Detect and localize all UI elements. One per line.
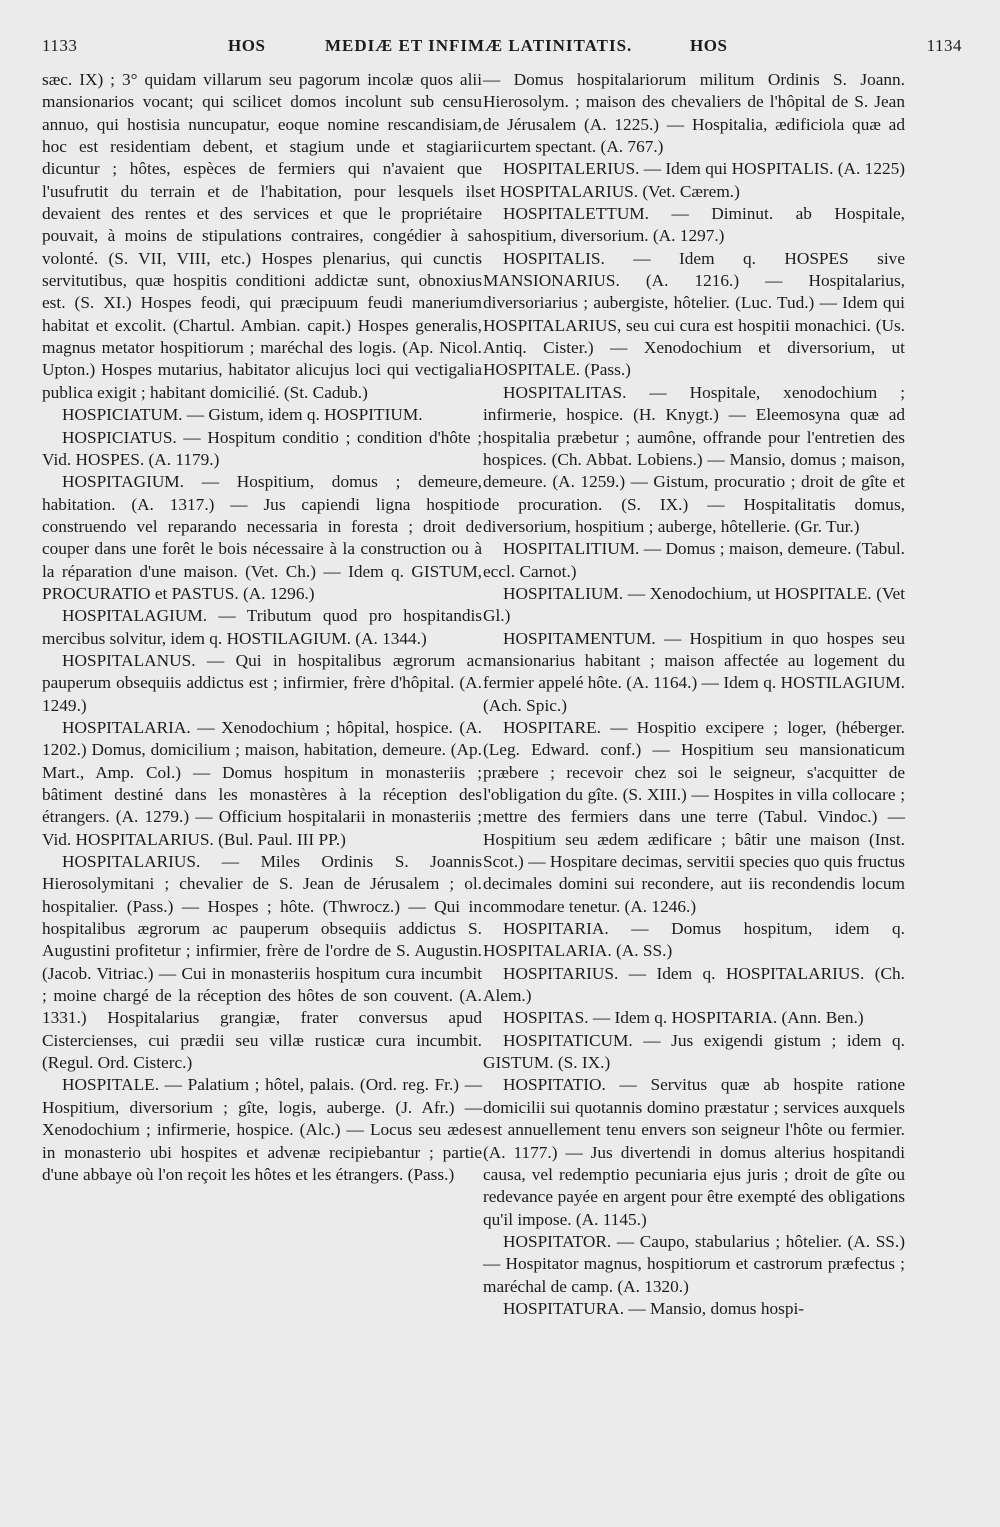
dictionary-entry: HOSPITALARIUS. — Miles Ordinis S. Joannis Hierosolymitani ; chevalier de S. Jean de Jérusalem ; ol. hospitalier. (Pass.) — Hospes ; hôte. (Thwrocz.) — Qui in hospitalibus ægrorum ac pauperum obsequiis addictus S. Augustini profitetur ; infirmier, frère de l'ordre de S. Augustin. (Jacob. Vitriac.) — Cui in monasteriis hospitum cura incumbit ; moine chargé de la réception des hôtes de son couvent. (A. 1331.) Hospitalarius grangiæ, frater conversus apud Cistercienses, cui prædii seu villæ rusticæ cura incumbit. (Regul. Ord. Cisterc.): [42, 852, 482, 1073]
dictionary-entry: HOSPITATIO. — Servitus quæ ab hospite ratione domicilii sui quotannis domino præstatur ; services auxquels est annuellement tenu envers son seigneur l'hôte ou fermier. (A. 1177.) — Jus divertendi in domus alterius hospitandi causa, vel redemptio pecuniaria ejus juris ; droit de gîte ou redevance payée en argent pour être exempté des obligations qu'il impose. (A. 1145.): [483, 1075, 905, 1229]
right-column: [483, 69, 905, 1320]
running-header: [42, 36, 962, 62]
left-column: [42, 69, 482, 1186]
dictionary-entry: HOSPITAS. — Idem q. HOSPITARIA. (Ann. Ben.): [503, 1008, 864, 1028]
dictionary-entry: HOSPITAGIUM. — Hospitium, domus ; demeure, habitation. (A. 1317.) — Jus capiendi ligna hospitio construendo vel reparando necessaria in foresta ; droit de couper dans une forêt le bois nécessaire à la construction ou à la réparation d'une maison. (Vet. Ch.) — Idem q. GISTUM, PROCURATIO et PASTUS. (A. 1296.): [42, 472, 482, 603]
dictionary-entry: HOSPITARIA. — Domus hospitum, idem q. HOSPITALARIA. (A. SS.): [483, 919, 905, 961]
dictionary-entry: HOSPITALETTUM. — Diminut. ab Hospitale, hospitium, diversorium. (A. 1297.): [483, 204, 905, 246]
dictionary-entry: HOSPITALANUS. — Qui in hospitalibus ægrorum ac pauperum obsequiis addictus est ; infirmier, frère d'hôpital. (A. 1249.): [42, 650, 482, 715]
dictionary-entry: HOSPITATURA. — Mansio, domus hospi-: [503, 1298, 805, 1318]
dictionary-entry: HOSPITATICUM. — Jus exigendi gistum ; idem q. GISTUM. (S. IX.): [483, 1030, 905, 1073]
page-number-right: 1134: [926, 36, 962, 55]
dictionary-entry: HOSPITALITIUM. — Domus ; maison, demeure. (Tabul. eccl. Carnot.): [483, 539, 905, 581]
dictionary-entry: HOSPITARIUS. — Idem q. HOSPITALARIUS. (Ch. Alem.): [483, 963, 905, 1006]
dictionary-entry: HOSPITATOR. — Caupo, stabularius ; hôtelier. (A. SS.) — Hospitator magnus, hospitiorum et castrorum præfectus ; maréchal de camp. (A. 1320.): [483, 1231, 905, 1296]
entry-continuation: — Domus hospitalariorum militum Ordinis S. Joann. Hierosolym. ; maison des chevaliers de l'hôpital de S. Jean de Jérusalem (A. 1225.) — Hospitalia, ædificiola quæ ad curtem spectant. (A. 767.): [483, 70, 905, 157]
dictionary-entry: HOSPITALE. — Palatium ; hôtel, palais. (Ord. reg. Fr.) — Hospitium, diversorium ; gîte, logis, auberge. (J. Afr.) — Xenodochium ; infirmerie, hospice. (Alc.) — Locus seu ædes in monasterio ubi hospites et advenæ recipiebantur ; partie d'une abbaye où l'on reçoit les hôtes et les étrangers. (Pass.): [42, 1075, 482, 1184]
guide-word-right: HOS: [690, 36, 728, 55]
dictionary-entry: HOSPICIATUS. — Hospitum conditio ; condition d'hôte ; Vid. HOSPES. (A. 1179.): [42, 427, 482, 469]
dictionary-title: MEDIÆ ET INFIMÆ LATINITATIS.: [325, 36, 633, 55]
dictionary-entry: HOSPITARE. — Hospitio excipere ; loger, (héberger. (Leg. Edward. conf.) — Hospitium seu mansionaticum præbere ; recevoir chez soi le seigneur, s'acquitter de l'obligation du gîte. (S. XIII.) — Hospites in villa collocare ; mettre des fermiers dans une terre (Tabul. Vindoc.) — Hospitium seu ædem ædificare ; bâtir une maison (Inst. Scot.) — Hospitare decimas, servitii species quo quis fructus decimales domini sui recondere, aut iis recondendis locum commodare tenetur. (A. 1246.): [483, 717, 905, 916]
dictionary-entry: HOSPICIATUM. — Gistum, idem q. HOSPITIUM.: [62, 405, 423, 425]
dictionary-entry: HOSPITAMENTUM. — Hospitium in quo hospes seu mansionarius habitant ; maison affectée au logement du fermier appelé hôte. (A. 1164.) — Idem q. HOSTILAGIUM. (Ach. Spic.): [483, 628, 905, 715]
entry-continuation: sæc. IX) ; 3° quidam villarum seu pagorum incolæ quos alii mansionarios vocant; qui scilicet domos incolunt sub censu annuo, qui hostisia nuncupatur, eoque nomine rescandisiam, hoc est residentiam debent, et stagium unde et stagiarii dicuntur ; hôtes, espèces de fermiers qui n'avaient que l'usufrutit du terrain et de l'habitation, pour lesquels ils devaient des rentes et des services et que le propriétaire pouvait, à moins de stipulations contraires, congédier à sa volonté. (S. VII, VIII, etc.) Hospes plenarius, qui cunctis servitutibus, quæ hospitis conditioni addictæ sunt, obnoxius est. (S. XI.) Hospes feodi, qui præcipuum feudi manerium habitat et excolit. (Chartul. Ambian. capit.) Hospes generalis, magnus metator hospitiorum ; maréchal des logis. (Ap. Nicol. Upton.) Hospes mutarius, habitator alicujus loci qui vectigalia publica exigit ; habitant domicilié. (St. Cadub.): [42, 70, 482, 402]
dictionary-entry: HOSPITALITAS. — Hospitale, xenodochium ; infirmerie, hospice. (H. Knygt.) — Eleemosyna quæ ad hospitalia præbetur ; aumône, offrande pour l'entretien des hospices. (Ch. Abbat. Lobiens.) — Mansio, domus ; maison, demeure. (A. 1259.) — Gistum, procuratio ; droit de gîte et de procuration. (S. IX.) — Hospitalitatis domus, diversorium, hospitium ; auberge, hôtellerie. (Gr. Tur.): [483, 382, 905, 536]
dictionary-entry: HOSPITALAGIUM. — Tributum quod pro hospitandis mercibus solvitur, idem q. HOSTILAGIUM. (A. 1344.): [42, 606, 482, 648]
dictionary-entry: HOSPITALERIUS. — Idem qui HOSPITALIS. (A. 1225) et HOSPITALARIUS. (Vet. Cærem.): [483, 159, 905, 201]
guide-word-left: HOS: [228, 36, 266, 55]
page-number-left: 1133: [42, 36, 78, 55]
dictionary-entry: HOSPITALIS. — Idem q. HOSPES sive MANSIONARIUS. (A. 1216.) — Hospitalarius, diversoriarius ; aubergiste, hôtelier. (Luc. Tud.) — Idem qui HOSPITALARIUS, seu cui cura est hospitii monachici. (Us. Antiq. Cister.) — Xenodochium et diversorium, ut HOSPITALE. (Pass.): [483, 248, 905, 380]
dictionary-entry: HOSPITALIUM. — Xenodochium, ut HOSPITALE. (Vet Gl.): [483, 583, 905, 626]
dictionary-entry: HOSPITALARIA. — Xenodochium ; hôpital, hospice. (A. 1202.) Domus, domicilium ; maison, habitation, demeure. (Ap. Mart., Amp. Col.) — Domus hospitum in monasteriis ; bâtiment destiné dans les monastères à la réception des étrangers. (A. 1279.) — Officium hospitalarii in monasteriis ; Vid. HOSPITALARIUS. (Bul. Paul. III PP.): [42, 717, 482, 849]
